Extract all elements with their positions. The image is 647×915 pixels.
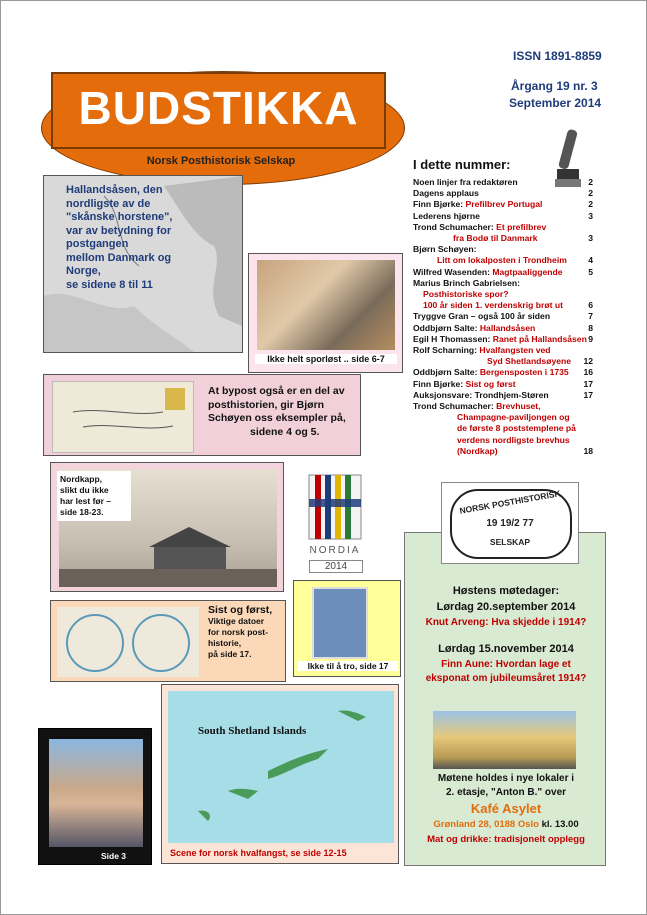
halland-text-line: nordligste av de — [66, 197, 151, 210]
issn-label: ISSN 1891-8859 — [513, 49, 602, 63]
venue-line: Møtene holdes i nye lokaler i — [437, 773, 575, 784]
food-line: Mat og drikke: tradisjonelt opplegg — [427, 834, 585, 845]
toc-item[interactable]: Lederens hjørne 3 — [413, 210, 593, 221]
halland-text-line: se sidene 8 til 11 — [66, 278, 153, 291]
bypost-text-line: posthistorien, gir Bjørn — [208, 398, 325, 411]
postmarks-image — [57, 607, 199, 677]
censored-envelopes-image — [257, 260, 395, 350]
bypost-text-line: sidene 4 og 5. — [250, 425, 320, 438]
society-postmark — [441, 482, 579, 564]
stamp-image — [312, 587, 368, 659]
toc-item[interactable]: Oddbjørn Salte: Bergensposten i 1735 16 — [413, 367, 593, 378]
meeting2-topic: eksponat om jubileumsåret 1914? — [425, 673, 587, 684]
toc-item[interactable]: de første 8 poststemplene på — [457, 423, 576, 434]
table-of-contents — [413, 177, 593, 457]
address-line — [405, 819, 607, 830]
toc-item[interactable]: Finn Bjørke: Sist og først 17 — [413, 378, 593, 389]
meeting2-topic: Finn Aune: Hvordan lage et — [441, 659, 571, 670]
toc-item[interactable]: (Nordkap) 18 — [457, 445, 593, 456]
toc-item[interactable]: Trond Schumacher: Et prefilbrev — [413, 221, 547, 232]
toc-item[interactable]: Champagne-paviljongen og — [457, 412, 570, 423]
portrait-photo — [49, 739, 143, 847]
postmark-date: 19 19/2 77 — [486, 518, 534, 529]
cafe-building-photo — [433, 711, 576, 769]
toc-item[interactable]: fra Bodø til Danmark 3 — [453, 233, 593, 244]
sist-text-line: på side 17. — [208, 649, 252, 659]
toc-item[interactable]: Auksjonsvare: Trondhjem-Støren 17 — [413, 389, 593, 400]
nordkapp-text-line: har lest før – — [60, 496, 112, 506]
postmark-top-text: NORSK POSTHISTORISK — [458, 488, 562, 516]
cafe-name: Kafé Asylet — [470, 801, 542, 816]
hallandsasen-map-box[interactable] — [43, 175, 243, 353]
volume-label: Årgang 19 nr. 3 — [511, 79, 598, 93]
bypost-text-line: Schøyen oss eksempler på, — [208, 412, 346, 424]
toc-item[interactable]: Noen linjer fra redaktøren 2 — [413, 177, 593, 187]
sporlost-caption: Ikke helt sporløst .. side 6-7 — [255, 354, 397, 364]
sist-heading: Sist og først, — [208, 604, 273, 616]
halland-text-line: mellom Danmark og — [66, 251, 172, 264]
halland-text-line: postgangen — [66, 238, 129, 250]
tro-caption: Ikke til å tro, side 17 — [298, 661, 398, 671]
nordia-logo — [299, 471, 371, 576]
letter-image — [52, 381, 194, 453]
toc-item[interactable]: Wilfred Wasenden: Magtpaaliggende 5 — [413, 266, 593, 277]
toc-item[interactable]: verdens nordligste brevhus — [457, 434, 570, 445]
sist-text-line: for norsk post- — [208, 627, 268, 637]
halland-text-line: "skånske horstene", — [66, 211, 173, 223]
nordia-year: 2014 — [309, 560, 363, 573]
toc-item[interactable]: Tryggve Gran – også 100 år siden 7 — [413, 311, 593, 322]
toc-item[interactable]: Syd Shetlandsøyene 12 — [487, 356, 593, 367]
south-shetland-map — [168, 691, 394, 843]
meeting1-date: Lørdag 20.september 2014 — [436, 601, 576, 613]
magazine-subtitle: Norsk Posthistorisk Selskap — [146, 155, 296, 167]
magazine-title: BUDSTIKKA — [78, 82, 359, 134]
sporlost-box[interactable] — [248, 253, 403, 373]
nordia-name: NORDIA — [309, 545, 361, 556]
toc-item[interactable]: Bjørn Schøyen: — [413, 244, 477, 255]
toc-item[interactable]: Marius Brinch Gabrielsen: — [413, 277, 520, 288]
bypost-text-line: At bypost også er en del av — [208, 385, 345, 397]
toc-item[interactable]: Finn Bjørke: Prefilbrev Portugal 2 — [413, 199, 593, 210]
south-shetland-map-box[interactable] — [161, 684, 399, 864]
postmark-bottom-text: SELSKAP — [489, 537, 531, 547]
halland-text-line: Norge, — [66, 265, 101, 277]
issue-date: September 2014 — [509, 96, 602, 110]
map-caption: Scene for norsk hvalfangst, se side 12-15 — [170, 848, 347, 858]
toc-item[interactable]: Rolf Scharning: Hvalfangsten ved — [413, 345, 551, 356]
portrait-box[interactable] — [38, 728, 152, 865]
sist-text-line: historie, — [208, 638, 242, 648]
meetings-box — [404, 532, 606, 866]
toc-heading: I dette nummer: — [413, 157, 511, 172]
sist-og-forst-box[interactable] — [50, 600, 286, 682]
bypost-box[interactable] — [43, 374, 361, 456]
ikke-til-a-tro-box[interactable] — [293, 580, 401, 677]
toc-item[interactable]: Egil H Thomassen: Ranet på Hallandsåsen 9 — [413, 333, 593, 344]
meeting-time: kl. 13.00 — [541, 819, 579, 830]
venue-line: 2. etasje, "Anton B." over — [445, 787, 567, 798]
toc-item[interactable]: Trond Schumacher: Brevhuset, — [413, 401, 541, 412]
toc-item[interactable]: Posthistoriske spor? — [423, 289, 509, 300]
address: Grønland 28, 0188 Oslo — [433, 819, 539, 830]
halland-text-line: var av betydning for — [66, 224, 172, 237]
sist-text-line: Viktige datoer — [208, 616, 265, 626]
meetings-heading: Høstens møtedager: — [452, 585, 560, 597]
meeting1-topic: Knut Arveng: Hva skjedde i 1914? — [425, 617, 587, 628]
toc-item[interactable]: 100 år siden 1. verdenskrig brøt ut 6 — [423, 300, 593, 311]
toc-item[interactable]: Litt om lokalposten i Trondheim 4 — [437, 255, 593, 266]
halland-text-line: Hallandsåsen, den — [66, 184, 163, 196]
toc-item[interactable]: Oddbjørn Salte: Hallandsåsen 8 — [413, 322, 593, 333]
portrait-caption: Side 3 — [101, 851, 127, 861]
toc-item[interactable]: Dagens applaus 2 — [413, 188, 593, 199]
nordkapp-box[interactable] — [50, 462, 284, 592]
nordia-flag-icon — [299, 471, 371, 543]
nordkapp-text-line: slikt du ikke — [60, 485, 109, 495]
meeting2-date: Lørdag 15.november 2014 — [438, 643, 574, 655]
map-title: South Shetland Islands — [198, 725, 307, 737]
nordkapp-text-line: side 18-23. — [60, 507, 104, 517]
nordkapp-text-line: Nordkapp, — [60, 474, 103, 484]
